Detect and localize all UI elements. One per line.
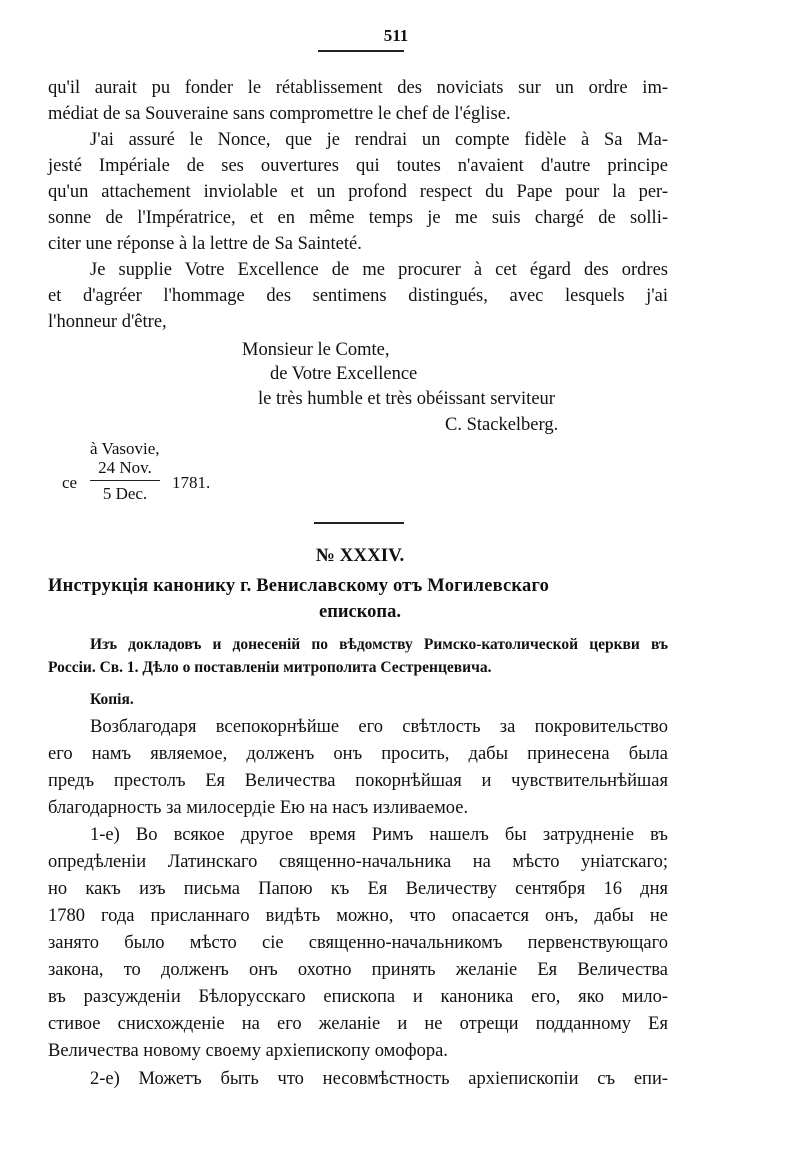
closing-line: le très humble et très obéissant serviteur: [258, 389, 555, 409]
document-line: закона, то долженъ онъ охотно принять желаніе Ея Величества: [48, 960, 668, 980]
document-line: занято было мѣсто сіе священно-начальникомъ первенствующаго: [48, 933, 668, 953]
letter-line: qu'un attachement inviolable et un profond respect du Pape pour la per-: [48, 182, 668, 202]
letter-line: médiat de sa Souveraine sans compromettre le chef de l'église.: [48, 104, 511, 124]
closing-salutation: Monsieur le Comte,: [242, 340, 390, 360]
document-title: Инструкція канонику г. Вениславскому отъ Могилевскаго: [48, 576, 550, 596]
document-line: благодарность за милосердіе Ею на насъ изливаемое.: [48, 798, 469, 818]
document-line: опредѣленіи Латинскаго священно-начальника на мѣсто уніатскаго;: [48, 852, 668, 872]
document-line: 2-е) Можетъ быть что несовмѣстность архіепископіи съ епи-: [90, 1069, 668, 1089]
letter-line: jesté Impériale de ses ouvertures qui toutes n'avaient d'autre principe: [48, 156, 668, 176]
letter-line: J'ai assuré le Nonce, que je rendrai un compte fidèle à Sa Ma-: [90, 130, 668, 150]
document-line: предъ престолъ Ея Величества покорнѣйшая и чувствительнѣйшая: [48, 771, 668, 791]
document-line: его намъ являемое, долженъ онъ просить, дабы принесена была: [48, 744, 668, 764]
letter-line: qu'il aurait pu fonder le rétablissement des noviciats sur un ordre im-: [48, 78, 668, 98]
document-line: Величества новому своему архіепископу омофора.: [48, 1041, 448, 1061]
dateline-year: 1781.: [172, 473, 211, 492]
letter-line: Je supplie Votre Excellence de me procurer à cet égard des ordres: [90, 260, 668, 280]
dateline-denominator: 5 Dec.: [102, 484, 148, 503]
source-note: Россіи. Св. 1. Дѣло о поставленіи митрополита Сестренцевича.: [48, 659, 492, 676]
document-line: 1-е) Во всякое другое время Римъ нашелъ бы затрудненіе въ: [90, 825, 668, 845]
document-line: 1780 года присланнаго видѣть можно, что опасается онъ, дабы не: [48, 906, 668, 926]
dateline-place: à Vasovie,: [90, 439, 160, 458]
page-number-rule: [318, 50, 404, 52]
dateline-prefix: ce: [62, 473, 78, 492]
document-line: Возблагодаря всепокорнѣйше его свѣтлость за покровительство: [90, 717, 668, 737]
letter-line: sonne de l'Impératrice, et en même temps je me suis chargé de solli-: [48, 208, 668, 228]
source-note: Изъ докладовъ и донесеній по вѣдомству Римско-католической церкви въ: [90, 636, 668, 653]
dateline-fraction: [90, 458, 160, 504]
letter-line: l'honneur d'être,: [48, 312, 167, 332]
letter-line: citer une réponse à la lettre de Sa Sainteté.: [48, 234, 362, 254]
document-line: въ разсужденіи Бѣлорусскаго епископа и каноника его, яко мило-: [48, 987, 668, 1007]
signature: C. Stackelberg.: [445, 415, 559, 435]
page-number: 511: [383, 26, 409, 45]
section-separator: [314, 522, 404, 524]
dateline-numerator: 24 Nov.: [90, 458, 160, 481]
document-line: но какъ изъ письма Папою къ Ея Величеству сентября 16 дня: [48, 879, 668, 899]
document-number: № XXXIV.: [315, 545, 405, 566]
document-line: стивое снисхожденіе на его желаніе и не отрещи подданному Ея: [48, 1014, 668, 1034]
letter-line: et d'agréer l'hommage des sentimens distingués, avec lesquels j'ai: [48, 286, 668, 306]
closing-line: de Votre Excellence: [270, 364, 418, 384]
document-title: епископа.: [319, 602, 401, 622]
copy-label: Копія.: [90, 691, 134, 708]
